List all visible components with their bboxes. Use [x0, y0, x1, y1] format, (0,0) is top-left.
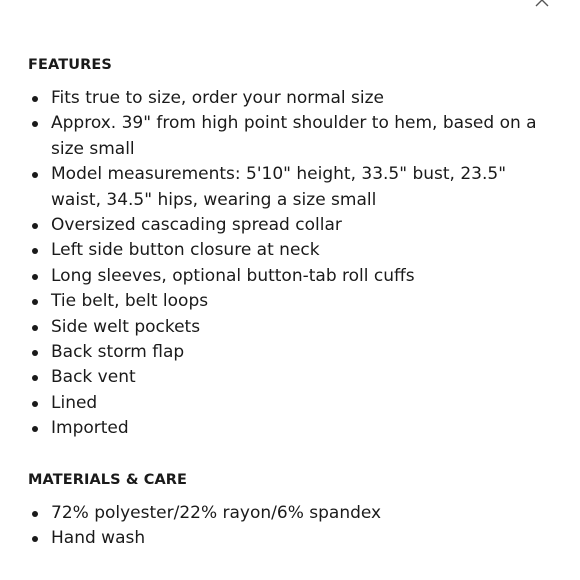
product-details [28, 54, 558, 552]
list-item [28, 501, 558, 526]
list-item [28, 111, 558, 162]
feature-text: Left side button closure at neck [51, 240, 320, 261]
features-list [28, 86, 558, 442]
list-item [28, 416, 558, 441]
bullet-icon [32, 299, 38, 305]
feature-text: Imported [51, 418, 129, 439]
list-item [28, 213, 558, 238]
feature-text: Side welt pockets [51, 316, 201, 337]
bullet-icon [32, 172, 38, 178]
bullet-icon [32, 511, 38, 517]
list-item [28, 365, 558, 390]
list-item [28, 340, 558, 365]
materials-heading: MATERIALS & CARE [28, 471, 188, 488]
bullet-icon [32, 248, 38, 254]
feature-text: Approx. 39" from high point shoulder to hem, based on a size small [51, 113, 537, 159]
list-item [28, 238, 558, 263]
list-item [28, 526, 558, 551]
feature-text: Long sleeves, optional button-tab roll cuffs [51, 265, 415, 286]
bullet-icon [32, 121, 38, 127]
feature-text: Oversized cascading spread collar [51, 215, 342, 236]
bullet-icon [32, 375, 38, 381]
feature-text: Back vent [51, 367, 136, 388]
feature-text: Model measurements: 5'10" height, 33.5" bust, 23.5" waist, 34.5" hips, wearing a size small [51, 164, 507, 210]
features-heading: FEATURES [28, 57, 112, 73]
feature-text: Tie belt, belt loops [51, 291, 209, 312]
bullet-icon [32, 96, 38, 102]
bullet-icon [32, 223, 38, 229]
list-item [28, 86, 558, 111]
bullet-icon [32, 401, 38, 407]
list-item [28, 315, 558, 340]
list-item [28, 391, 558, 416]
list-item [28, 162, 558, 213]
material-text: 72% polyester/22% rayon/6% spandex [51, 502, 382, 523]
close-icon[interactable] [534, 0, 550, 8]
features-section [28, 54, 558, 442]
list-item [28, 264, 558, 289]
materials-section [28, 469, 558, 552]
feature-text: Lined [51, 392, 98, 413]
bullet-icon [32, 274, 38, 280]
bullet-icon [32, 350, 38, 356]
feature-text: Fits true to size, order your normal size [51, 88, 385, 108]
list-item [28, 289, 558, 314]
bullet-icon [32, 325, 38, 331]
bullet-icon [32, 426, 38, 432]
material-text: Hand wash [51, 528, 146, 549]
materials-list [28, 501, 558, 552]
feature-text: Back storm flap [51, 342, 185, 363]
bullet-icon [32, 536, 38, 542]
